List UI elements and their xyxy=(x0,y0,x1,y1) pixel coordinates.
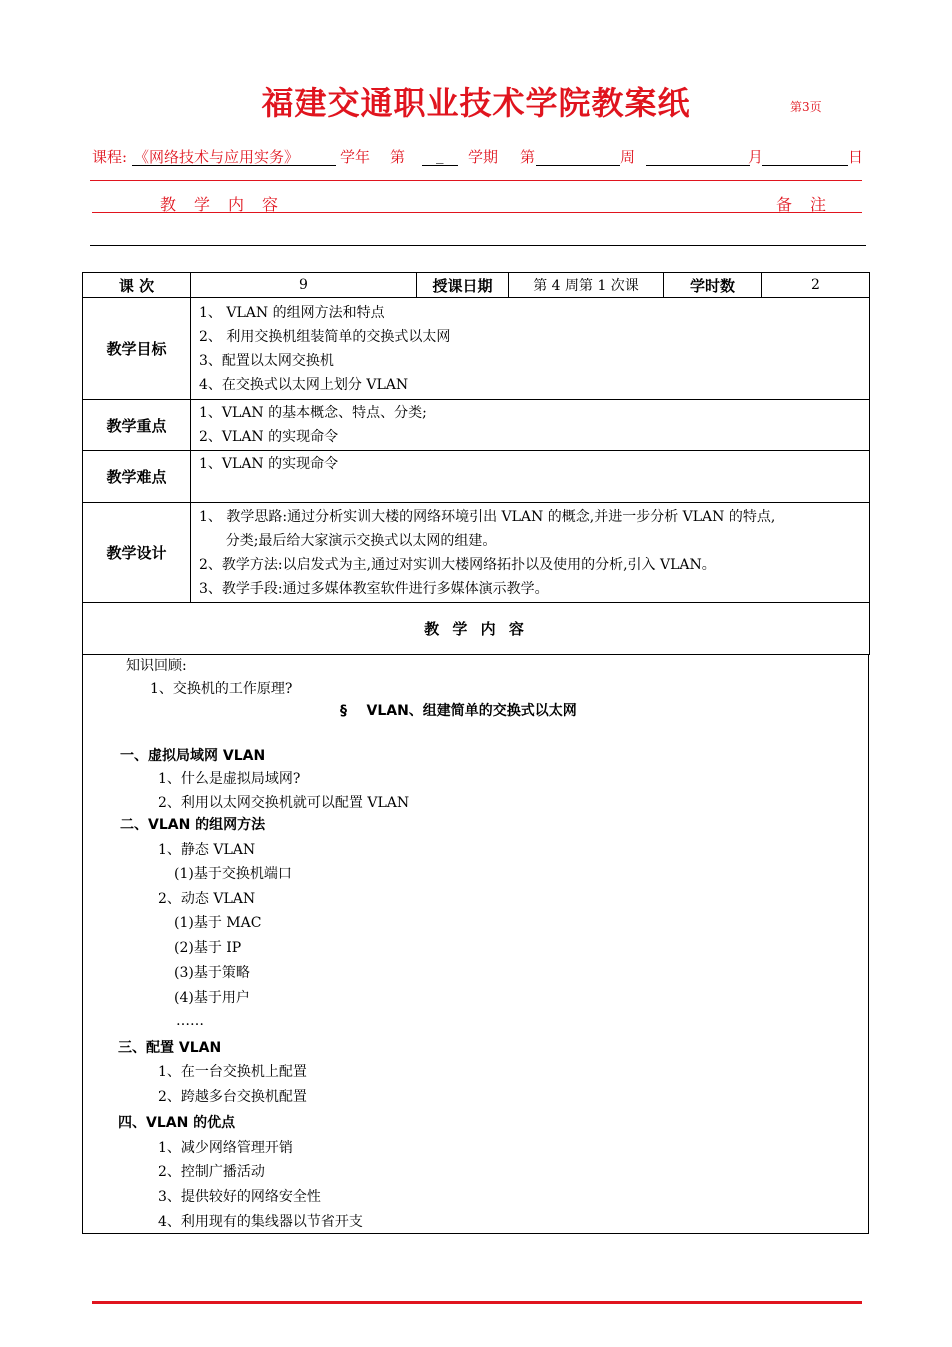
list-item: 2、 利用交换机组装简单的交换式以太网 xyxy=(199,328,451,345)
list-item: 1、VLAN 的基本概念、特点、分类; xyxy=(199,405,427,421)
section-title: § VLAN、组建简单的交换式以太网 xyxy=(340,703,577,719)
list-item: (1)基于 MAC xyxy=(174,915,262,931)
course-underline xyxy=(132,165,336,166)
footer-rule xyxy=(92,1301,862,1304)
week-di-label: 第 xyxy=(520,148,536,166)
list-item: 1、 VLAN 的组网方法和特点 xyxy=(199,304,385,321)
course-name: 《网络技术与应用实务》 xyxy=(134,148,300,166)
term-label: 学期 xyxy=(468,148,499,166)
list-item: …… xyxy=(176,1013,204,1029)
difficulty-list xyxy=(191,451,870,503)
content-title: 教 学 内 容 xyxy=(83,603,870,655)
week-underline xyxy=(536,165,620,166)
list-item: 2、利用以太网交换机就可以配置 VLAN xyxy=(158,795,410,811)
list-item: 1、VLAN 的实现命令 xyxy=(199,456,339,472)
list-item: 1、减少网络管理开销 xyxy=(158,1140,293,1156)
notes-column-header: 备注 xyxy=(776,195,845,214)
hours-value: 2 xyxy=(762,273,870,298)
week-label: 周 xyxy=(620,148,636,166)
course-line xyxy=(92,146,864,166)
page-number: 第3页 xyxy=(790,100,822,114)
list-item: 2、跨越多台交换机配置 xyxy=(158,1089,307,1105)
design-label: 教学设计 xyxy=(83,503,191,603)
session-value: 9 xyxy=(191,273,417,298)
list-item: 1、什么是虚拟局域网? xyxy=(158,771,301,787)
header-rule-1 xyxy=(90,180,862,181)
list-item: 2、控制广播活动 xyxy=(158,1164,265,1180)
list-item: 4、利用现有的集线器以节省开支 xyxy=(158,1214,363,1230)
lesson-info-table xyxy=(82,272,870,655)
review-item: 1、交换机的工作原理? xyxy=(150,681,293,697)
session-label: 课 次 xyxy=(83,273,191,298)
list-item: 1、静态 VLAN xyxy=(158,842,256,858)
list-item: 1、在一台交换机上配置 xyxy=(158,1064,307,1080)
content-column-header: 教学内容 xyxy=(160,195,297,214)
goals-label: 教学目标 xyxy=(83,298,191,400)
list-item: (2)基于 IP xyxy=(174,940,242,956)
list-item: 2、教学方法:以启发式为主,通过对实训大楼网络拓扑以及使用的分析,引入 VLAN。 xyxy=(199,556,716,573)
year-label: 学年 xyxy=(340,148,371,166)
term-value: _ xyxy=(436,146,444,164)
list-item: 2、VLAN 的实现命令 xyxy=(199,429,339,445)
goals-list xyxy=(191,298,870,400)
section-heading-4: 四、VLAN 的优点 xyxy=(118,1115,236,1131)
header-rule-2 xyxy=(92,212,862,213)
focus-list xyxy=(191,400,870,451)
list-item: (1)基于交换机端口 xyxy=(174,866,292,882)
day-label: 日 xyxy=(848,148,864,166)
month-label: 月 xyxy=(748,148,764,166)
list-item: 3、提供较好的网络安全性 xyxy=(158,1189,321,1205)
term-underline xyxy=(422,165,458,166)
term-di-label: 第 xyxy=(390,148,406,166)
list-item: 1、 教学思路:通过分析实训大楼的网络环境引出 VLAN 的概念,并进一步分析 VLAN 的特点, xyxy=(199,508,776,525)
course-label: 课程: xyxy=(92,148,128,166)
review-label: 知识回顾: xyxy=(126,658,187,674)
difficulty-label: 教学难点 xyxy=(83,451,191,503)
list-item: (4)基于用户 xyxy=(174,990,250,1006)
list-item: 分类;最后给大家演示交换式以太网的组建。 xyxy=(199,532,497,549)
header-rule-3 xyxy=(90,245,866,246)
list-item: 3、配置以太网交换机 xyxy=(199,352,334,369)
day-underline xyxy=(762,165,848,166)
list-item: (3)基于策略 xyxy=(174,965,250,981)
date-value: 第 4 周第 1 次课 xyxy=(509,273,664,298)
date-label: 授课日期 xyxy=(417,273,509,298)
document-title: 福建交通职业技术学院教案纸 xyxy=(261,84,691,122)
section-heading-1: 一、虚拟局域网 VLAN xyxy=(120,748,266,764)
list-item: 2、动态 VLAN xyxy=(158,891,256,907)
hours-label: 学时数 xyxy=(664,273,762,298)
list-item: 4、在交换式以太网上划分 VLAN xyxy=(199,376,409,393)
section-heading-3: 三、配置 VLAN xyxy=(118,1040,222,1056)
month-underline xyxy=(646,165,750,166)
list-item: 3、教学手段:通过多媒体教室软件进行多媒体演示教学。 xyxy=(199,580,549,597)
design-list xyxy=(191,503,870,603)
section-heading-2: 二、VLAN 的组网方法 xyxy=(120,817,266,833)
focus-label: 教学重点 xyxy=(83,400,191,451)
